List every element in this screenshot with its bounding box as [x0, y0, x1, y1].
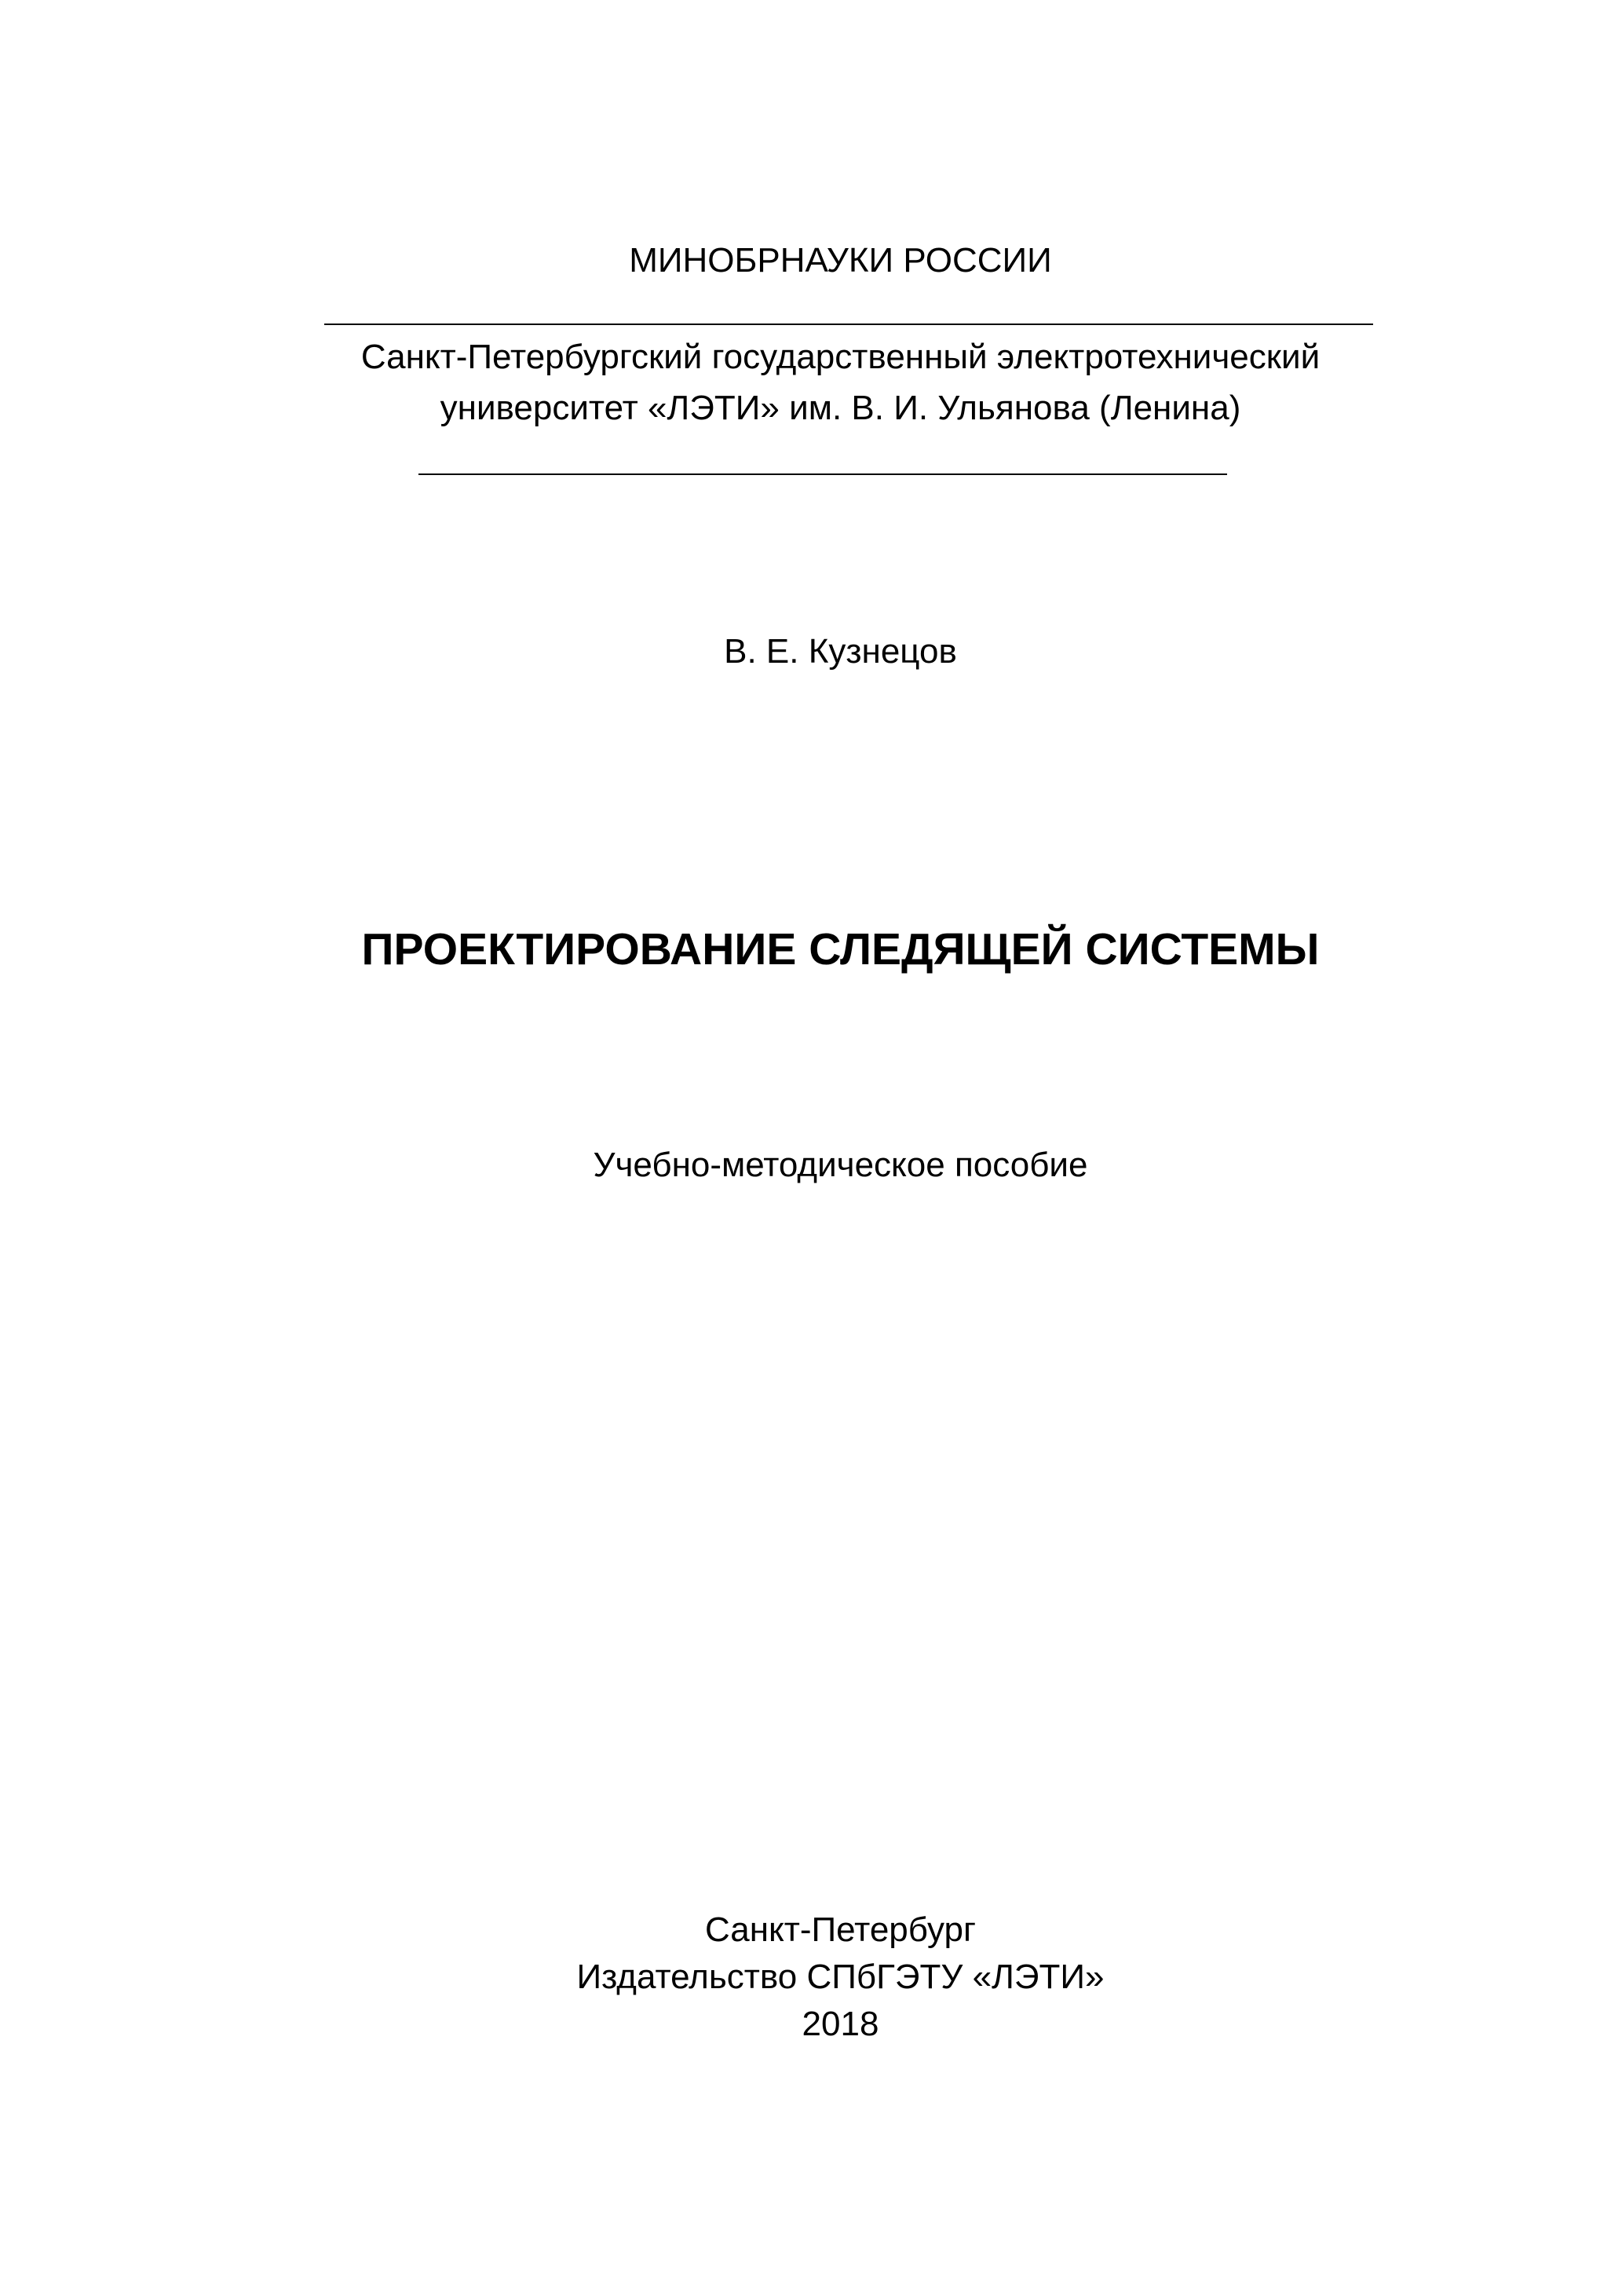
imprint-publisher: Издательство СПбГЭТУ «ЛЭТИ» [576, 1958, 1105, 1996]
university-name-line-2: университет «ЛЭТИ» им. В. И. Ульянова (Ленина) [440, 389, 1241, 427]
book-title: ПРОЕКТИРОВАНИЕ СЛЕДЯЩЕЙ СИСТЕМЫ [361, 924, 1320, 974]
ministry-name: МИНОБРНАУКИ РОССИИ [629, 241, 1052, 280]
imprint-city: Санкт-Петербург [704, 1910, 977, 1949]
bottom-separator-rule [418, 473, 1227, 475]
imprint-year: 2018 [802, 2005, 879, 2043]
author-name: В. Е. Кузнецов [724, 632, 957, 671]
top-separator-rule [324, 324, 1373, 325]
book-subtitle: Учебно-методическое пособие [593, 1146, 1088, 1184]
university-name-line-1: Санкт-Петербургский государственный электротехнический [360, 338, 1321, 376]
